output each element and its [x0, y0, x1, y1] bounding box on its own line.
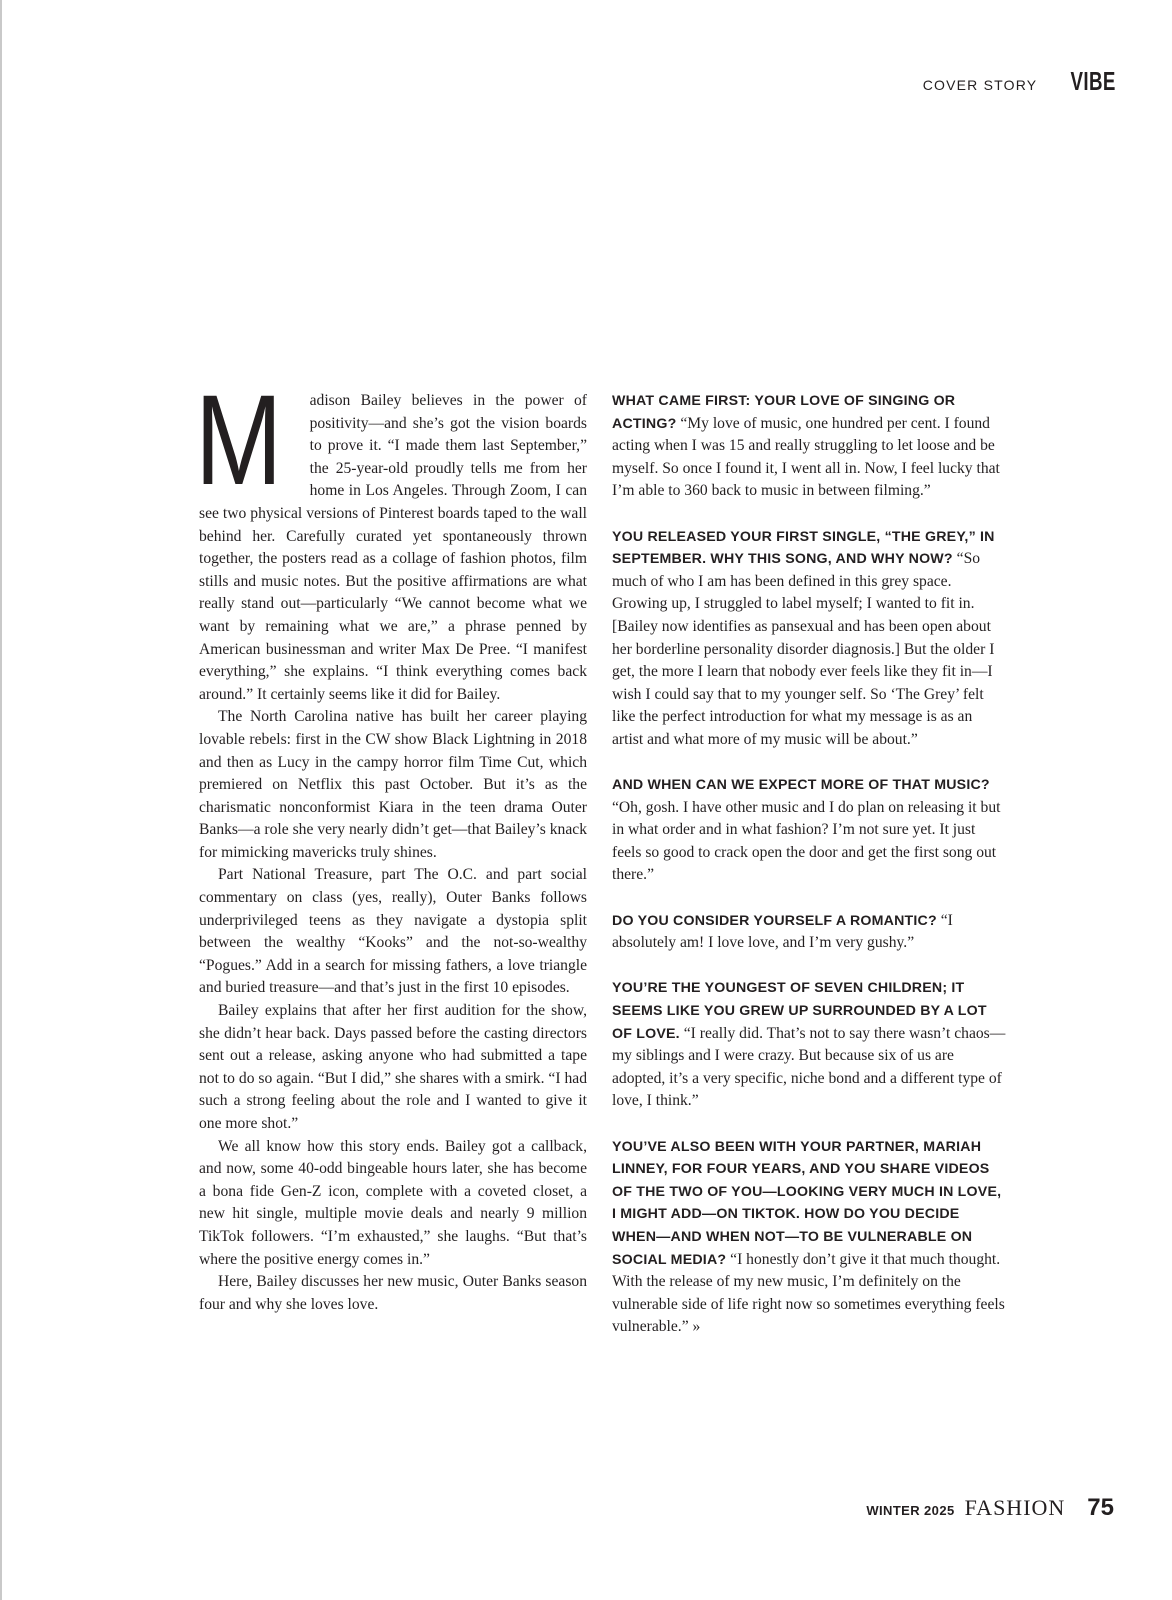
- page-footer: [866, 1494, 1114, 1522]
- page-number: 75: [1087, 1494, 1114, 1521]
- qa-item-3: [612, 774, 1007, 887]
- intro-paragraph-6: Here, Bailey discusses her new music, Outer Banks season four and why she loves love.: [199, 1273, 587, 1313]
- qa-question: DO YOU CONSIDER YOURSELF A ROMANTIC?: [612, 912, 937, 929]
- qa-question: WHAT CAME FIRST: YOUR LOVE OF SINGING OR ACTING?: [612, 393, 956, 432]
- qa-answer: “Oh, gosh. I have other music and I do plan on releasing it but in what order and in what fashion? I’m not sure yet. It just feels so good to crack open the door and get the first song out there.”: [612, 798, 1001, 884]
- intro-paragraph-2: The North Carolina native has built her career playing lovable rebels: first in the CW show Black Lightning in 2018 and then as Lucy in the campy horror film Time Cut, which premiered on Netflix this past October. But it’s as the charismatic nonconformist Kiara in the teen drama Outer Banks—a role she very nearly didn’t get—that Bailey’s knack for mimicking mavericks truly shines.: [199, 708, 587, 861]
- qa-item-4: [612, 910, 1007, 955]
- intro-paragraph-5: We all know how this story ends. Bailey got a callback, and now, some 40-odd bingeable hours later, she has become a bona fide Gen-Z icon, complete with a coveted closet, a new hit single, multiple movie deals and nearly 9 million TikTok followers. “I’m exhausted,” she laughs. “But that’s where the positive energy comes in.”: [199, 1137, 587, 1268]
- drop-cap: M: [195, 369, 280, 512]
- intro-paragraph-4: Bailey explains that after her first audition for the show, she didn’t hear back. Days passed before the casting directors sent out a release, asking anyone who had submitted a tape not to do so again. “But I did,” she shares with a smirk. “I had such a strong feeling about the role and I wanted to give it one more shot.”: [199, 1002, 587, 1132]
- qa-item-2: [612, 526, 1007, 752]
- magazine-logo: FASHION: [964, 1495, 1066, 1520]
- section-brand: VIBE: [1070, 66, 1116, 96]
- page-header: [923, 66, 1116, 97]
- qa-question: YOU RELEASED YOUR FIRST SINGLE, “THE GREY,” IN SEPTEMBER. WHY THIS SONG, AND WHY NOW?: [612, 528, 995, 568]
- intro-column: [195, 369, 587, 1316]
- qa-item-1: [612, 390, 1007, 503]
- qa-question: AND WHEN CAN WE EXPECT MORE OF THAT MUSIC?: [612, 777, 990, 794]
- qa-answer: “So much of who I am has been defined in this grey space. Growing up, I struggled to label myself; I wanted to fit in. [Bailey now identifies as pansexual and has been open about her borderline personality disorder diagnosis.] But the older I get, the more I learn that nobody ever feels like they fit in—I wish I could say that to my younger self. So ‘The Grey’ felt like the perfect introduction for what my message is as an artist and what more of my music will be about.”: [612, 550, 995, 748]
- intro-paragraph-3: Part National Treasure, part The O.C. and part social commentary on class (yes, really), Outer Banks follows underprivileged teens as they navigate a dystopia split between the wealthy “Kooks” and the not-so-wealthy “Pogues.” Add in a search for missing fathers, a love triangle and buried treasure—and that’s just in the first 10 episodes.: [199, 866, 587, 997]
- qa-item-5: [612, 977, 1007, 1113]
- issue-date: WINTER 2025: [866, 1503, 955, 1518]
- section-label: COVER STORY: [922, 77, 1038, 93]
- qa-question: YOU’RE THE YOUNGEST OF SEVEN CHILDREN; IT SEEMS LIKE YOU GREW UP SURROUNDED BY A LOT OF LOVE.: [612, 980, 987, 1042]
- qa-column: [612, 390, 1007, 1362]
- qa-answer: “I honestly don’t give it that much thought. With the release of my new music, I’m definitely on the vulnerable side of life right now so sometimes everything feels vulnerable.” »: [612, 1250, 1005, 1336]
- intro-paragraph-1: [195, 369, 587, 706]
- qa-answer: “I absolutely am! I love love, and I’m very gushy.”: [612, 911, 953, 952]
- qa-answer: “I really did. That’s not to say there wasn’t chaos—my siblings and I were crazy. But because six of us are adopted, it’s a very specific, niche bond and a different type of love, I think.”: [612, 1024, 1006, 1110]
- qa-item-6: [612, 1136, 1007, 1339]
- intro-paragraph-1-text: adison Bailey believes in the power of positivity—and she’s got the vision boards to prove it. “I made them last September,” the 25-year-old proudly tells me from her home in Los Angeles. Through Zoom, I can see two physical versions of Pinterest boards taped to the wall behind her. Carefully curated yet spontaneously thrown together, the posters read as a collage of fashion photos, film stills and music notes. But the positive affirmations are what really stand out—particularly “We cannot become what we want by remaining what we are,” a phrase penned by American businessman and writer Max De Pree. “I manifest everything,” she explains. “I think everything comes back around.” It certainly seems like it did for Bailey.: [199, 392, 587, 703]
- qa-question: YOU’VE ALSO BEEN WITH YOUR PARTNER, MARIAH LINNEY, FOR FOUR YEARS, AND YOU SHARE VIDEOS OF THE TWO OF YOU—LOOKING VERY MUCH IN LOVE, I MIGHT ADD—ON TIKTOK. HOW DO YOU DECIDE WHEN—AND WHEN NOT—TO BE VULNERABLE ON SOCIAL MEDIA?: [612, 1138, 1002, 1268]
- qa-answer: “My love of music, one hundred per cent. I found acting when I was 15 and really struggling to let loose and be myself. So once I found it, I went all in. Now, I feel lucky that I’m able to 360 back to music in between filming.”: [612, 414, 1000, 500]
- page-edge-rule: [0, 0, 2, 1600]
